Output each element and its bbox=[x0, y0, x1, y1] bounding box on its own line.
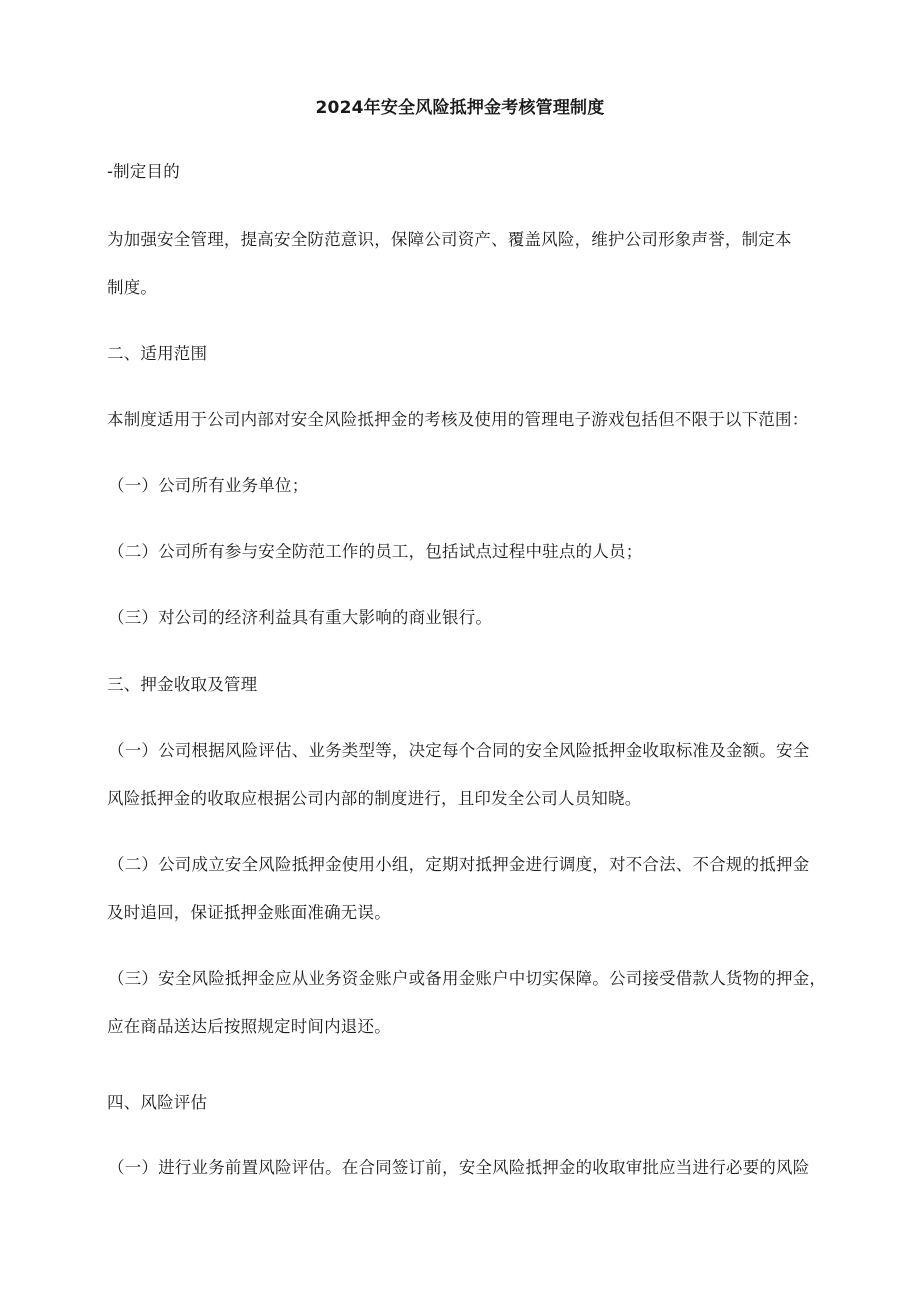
section-heading-scope: 二、适用范围 bbox=[107, 344, 208, 363]
paragraph-line: 应在商品送达后按照规定时间内退还。 bbox=[107, 1017, 391, 1036]
section-heading-deposit: 三、押金收取及管理 bbox=[107, 675, 258, 694]
list-item: （一）公司所有业务单位； bbox=[108, 476, 309, 495]
paragraph-line: 为加强安全管理，提高安全防范意识，保障公司资产、覆盖风险，维护公司形象声誉，制定本 bbox=[107, 230, 792, 249]
list-item: （二）公司所有参与安全防范工作的员工，包括试点过程中驻点的人员； bbox=[108, 542, 643, 561]
paragraph-line: 及时追回，保证抵押金账面准确无误。 bbox=[107, 903, 391, 922]
list-item: （二）公司成立安全风险抵押金使用小组，定期对抵押金进行调度，对不合法、不合规的抵押金 bbox=[108, 855, 810, 874]
list-item: （三）安全风险抵押金应从业务资金账户或备用金账户中切实保障。公司接受借款人货物的押金， bbox=[108, 969, 827, 988]
list-item: （一）公司根据风险评估、业务类型等，决定每个合同的安全风险抵押金收取标准及金额。安全 bbox=[108, 741, 810, 760]
paragraph-line: 本制度适用于公司内部对安全风险抵押金的考核及使用的管理电子游戏包括但不限于以下范围： bbox=[107, 410, 809, 429]
document-title: 2024年安全风险抵押金考核管理制度 bbox=[315, 98, 605, 118]
list-item: （一）进行业务前置风险评估。在合同签订前，安全风险抵押金的收取审批应当进行必要的风险 bbox=[108, 1158, 810, 1177]
paragraph-line: 制度。 bbox=[107, 278, 158, 297]
list-item: （三）对公司的经济利益具有重大影响的商业银行。 bbox=[108, 608, 493, 627]
section-heading-purpose: -制定目的 bbox=[107, 162, 180, 181]
section-heading-risk: 四、风险评估 bbox=[107, 1093, 208, 1112]
paragraph-line: 风险抵押金的收取应根据公司内部的制度进行，且印发全公司人员知晓。 bbox=[107, 789, 642, 808]
